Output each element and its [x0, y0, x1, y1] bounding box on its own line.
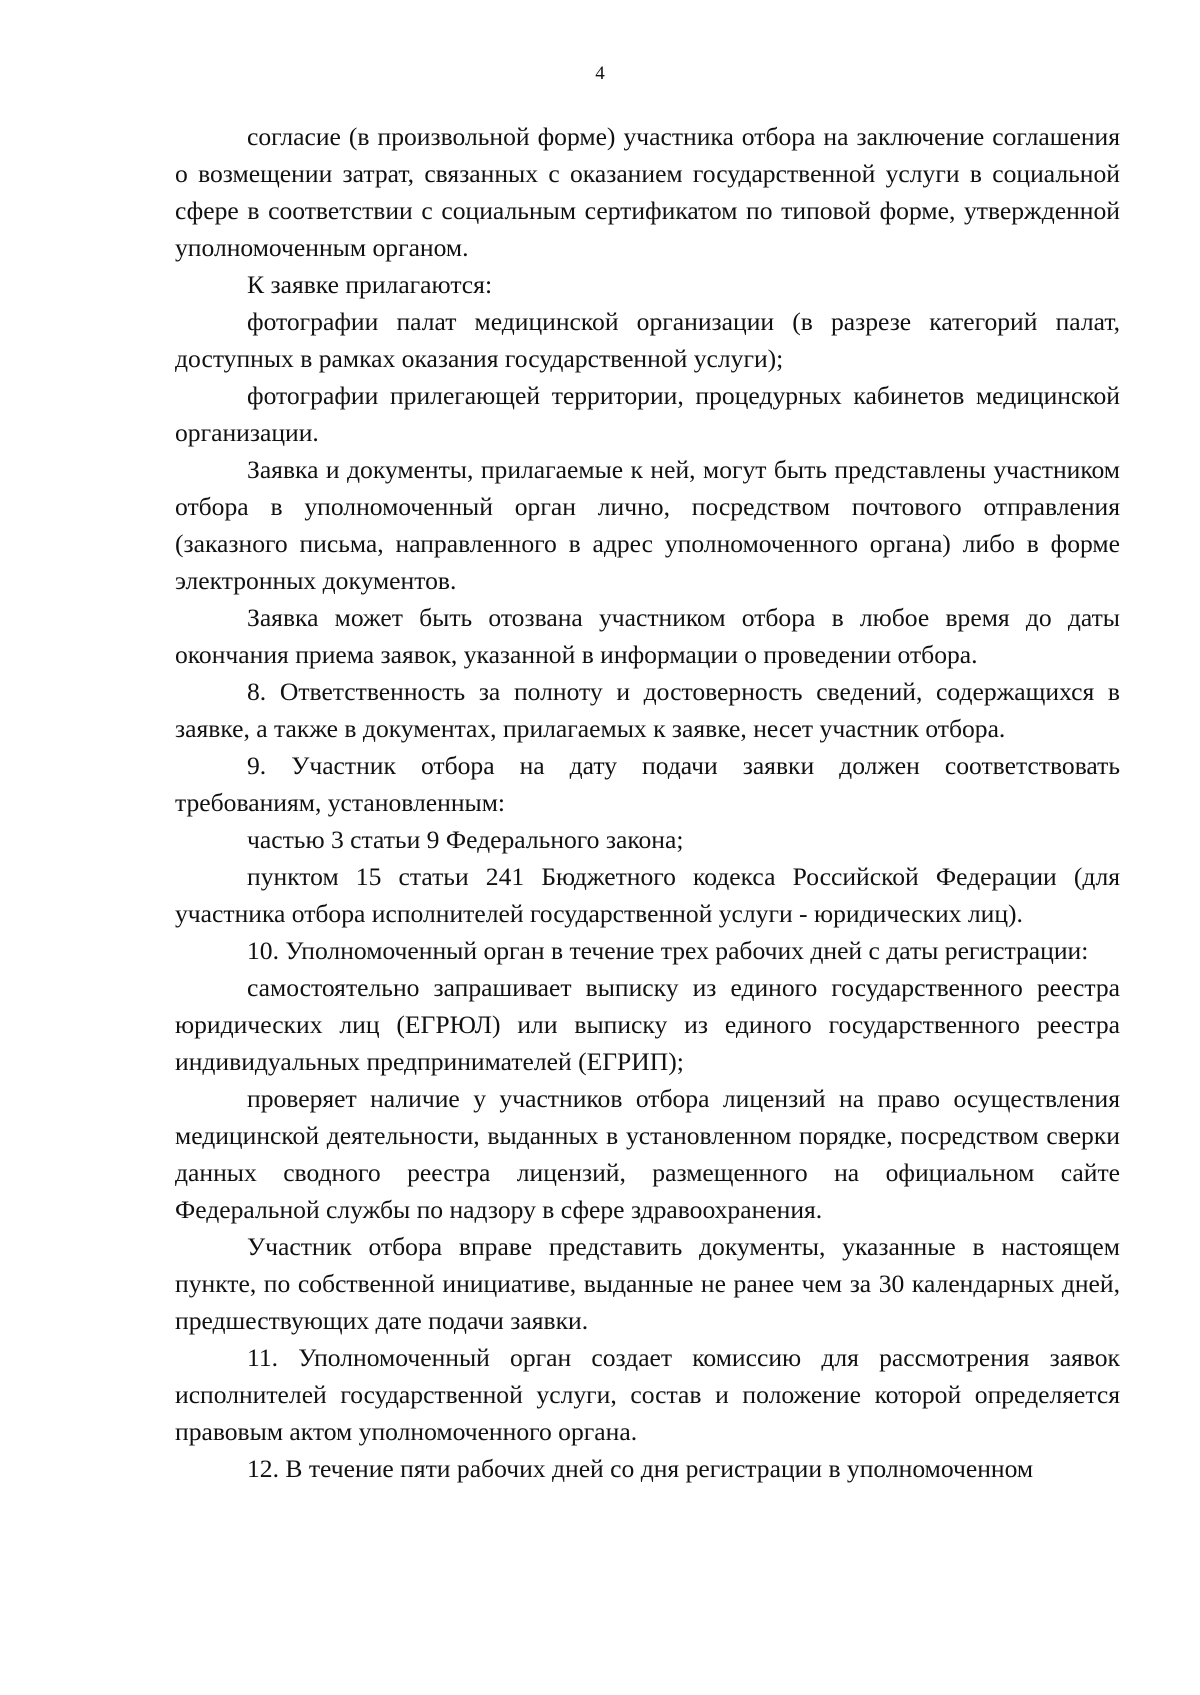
paragraph: пунктом 15 статьи 241 Бюджетного кодекса Российской Федерации (для участника отбора исполнителей государственной услуги - юридических лиц). — [175, 862, 1120, 928]
paragraph: 12. В течение пяти рабочих дней со дня регистрации в уполномоченном — [247, 1454, 1034, 1483]
paragraph: согласие (в произвольной форме) участника отбора на заключение соглашения о возмещении затрат, связанных с оказанием государственной услуги в социальной сфере в соответствии с социальным сертификатом по типовой форме, утвержденной уполномоченным органом. — [175, 122, 1120, 262]
paragraph: самостоятельно запрашивает выписку из единого государственного реестра юридических лиц (ЕГРЮЛ) или выписку из единого государственного реестра индивидуальных предпринимателей (ЕГРИП); — [175, 973, 1120, 1076]
paragraph: Заявка и документы, прилагаемые к ней, могут быть представлены участником отбора в уполномоченный орган лично, посредством почтового отправления (заказного письма, направленного в адрес уполномоченного органа) либо в форме электронных документов. — [175, 455, 1120, 595]
paragraph: Участник отбора вправе представить документы, указанные в настоящем пункте, по собственной инициативе, выданные не ранее чем за 30 календарных дней, предшествующих дате подачи заявки. — [175, 1232, 1120, 1335]
page-number: 4 — [595, 63, 605, 84]
paragraph: 9. Участник отбора на дату подачи заявки должен соответствовать требованиям, установленным: — [175, 751, 1120, 817]
paragraph: фотографии прилегающей территории, процедурных кабинетов медицинской организации. — [175, 381, 1120, 447]
paragraph: частью 3 статьи 9 Федерального закона; — [247, 825, 684, 854]
paragraph: Заявка может быть отозвана участником отбора в любое время до даты окончания приема заявок, указанной в информации о проведении отбора. — [175, 603, 1120, 669]
document-body — [175, 118, 1120, 1487]
paragraph: фотографии палат медицинской организации (в разрезе категорий палат, доступных в рамках оказания государственной услуги); — [175, 307, 1120, 373]
paragraph: К заявке прилагаются: — [247, 270, 493, 299]
paragraph: 10. Уполномоченный орган в течение трех рабочих дней с даты регистрации: — [247, 936, 1089, 965]
paragraph: 11. Уполномоченный орган создает комиссию для рассмотрения заявок исполнителей государственной услуги, состав и положение которой определяется правовым актом уполномоченного органа. — [175, 1343, 1120, 1446]
paragraph: 8. Ответственность за полноту и достоверность сведений, содержащихся в заявке, а также в документах, прилагаемых к заявке, несет участник отбора. — [175, 677, 1120, 743]
paragraph: проверяет наличие у участников отбора лицензий на право осуществления медицинской деятельности, выданных в установленном порядке, посредством сверки данных сводного реестра лицензий, размещенного на официальном сайте Федеральной службы по надзору в сфере здравоохранения. — [175, 1084, 1120, 1224]
